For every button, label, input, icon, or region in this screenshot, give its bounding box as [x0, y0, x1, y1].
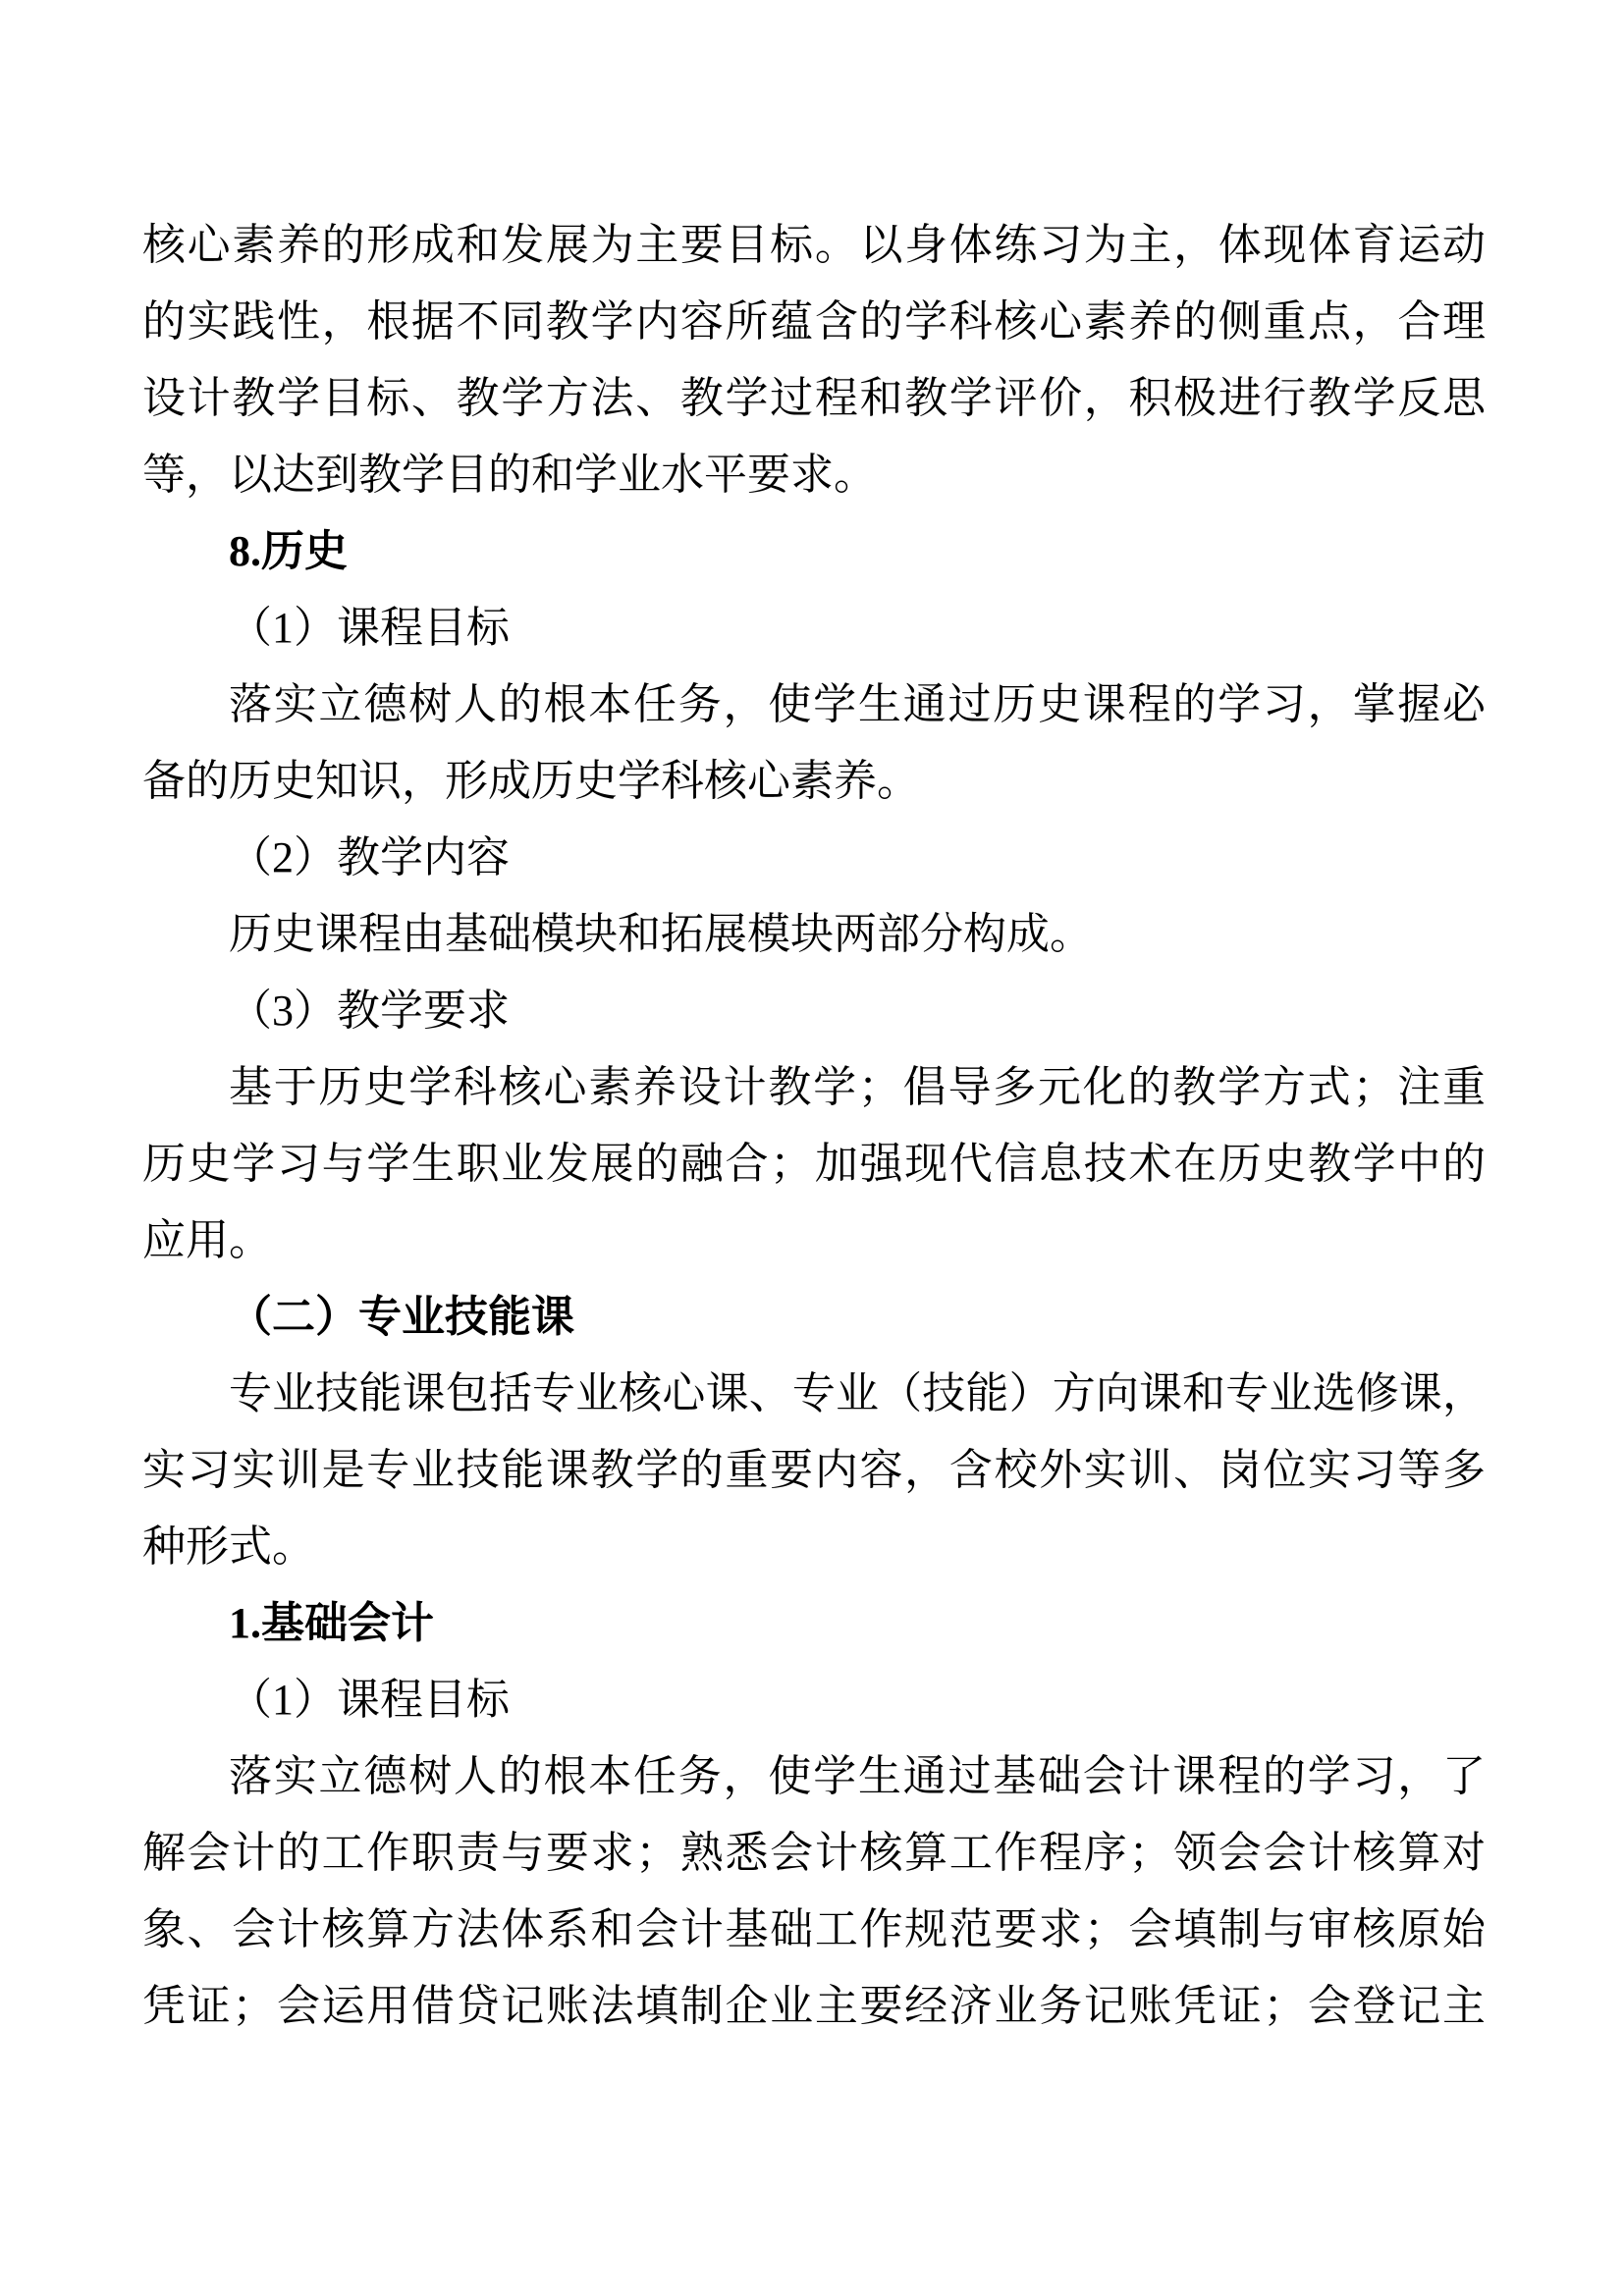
heading-basic-accounting: 1.基础会计: [229, 1599, 434, 1647]
body-line-accounting-objective-2: 解会计的工作职责与要求；熟悉会计核算工作程序；领会会计核算对: [142, 1829, 1486, 1877]
body-line-history-requirements-3: 应用。: [142, 1216, 272, 1264]
subheading-accounting-course-objective: （1）课程目标: [229, 1676, 510, 1724]
body-line-pe-goals-1: 核心素养的形成和发展为主要目标。以身体练习为主，体现体育运动: [142, 221, 1486, 269]
body-line-history-requirements-2: 历史学习与学生职业发展的融合；加强现代信息技术在历史教学中的: [142, 1140, 1486, 1188]
body-line-skills-course-1: 专业技能课包括专业核心课、专业（技能）方向课和专业选修课，: [229, 1369, 1486, 1417]
body-line-accounting-objective-4: 凭证；会运用借贷记账法填制企业主要经济业务记账凭证；会登记主: [142, 1982, 1486, 2030]
body-line-history-content: 历史课程由基础模块和拓展模块两部分构成。: [229, 910, 1093, 958]
body-line-accounting-objective-1: 落实立德树人的根本任务，使学生通过基础会计课程的学习，了: [229, 1752, 1486, 1800]
subheading-history-course-objective: （1）课程目标: [229, 604, 510, 652]
body-line-history-objective-2: 备的历史知识，形成历史学科核心素养。: [142, 757, 920, 805]
body-line-pe-goals-3: 设计教学目标、教学方法、教学过程和教学评价，积极进行教学反思: [142, 374, 1486, 422]
body-line-pe-goals-2: 的实践性，根据不同教学内容所蕴含的学科核心素养的侧重点，合理: [142, 297, 1486, 346]
body-line-history-objective-1: 落实立德树人的根本任务，使学生通过历史课程的学习，掌握必: [229, 680, 1486, 728]
body-line-accounting-objective-3: 象、会计核算方法体系和会计基础工作规范要求；会填制与审核原始: [142, 1905, 1486, 1953]
heading-professional-skills-course: （二）专业技能课: [229, 1293, 574, 1341]
body-line-skills-course-2: 实习实训是专业技能课教学的重要内容，含校外实训、岗位实习等多: [142, 1446, 1486, 1494]
heading-history: 8.历史: [229, 527, 348, 575]
text-block: [142, 207, 1486, 2045]
body-line-history-requirements-1: 基于历史学科核心素养设计教学；倡导多元化的教学方式；注重: [229, 1063, 1486, 1111]
body-line-skills-course-3: 种形式。: [142, 1522, 315, 1571]
body-line-pe-goals-4: 等，以达到教学目的和学业水平要求。: [142, 451, 877, 499]
subheading-history-teaching-content: （2）教学内容: [229, 833, 510, 881]
subheading-history-teaching-requirements: （3）教学要求: [229, 987, 510, 1035]
